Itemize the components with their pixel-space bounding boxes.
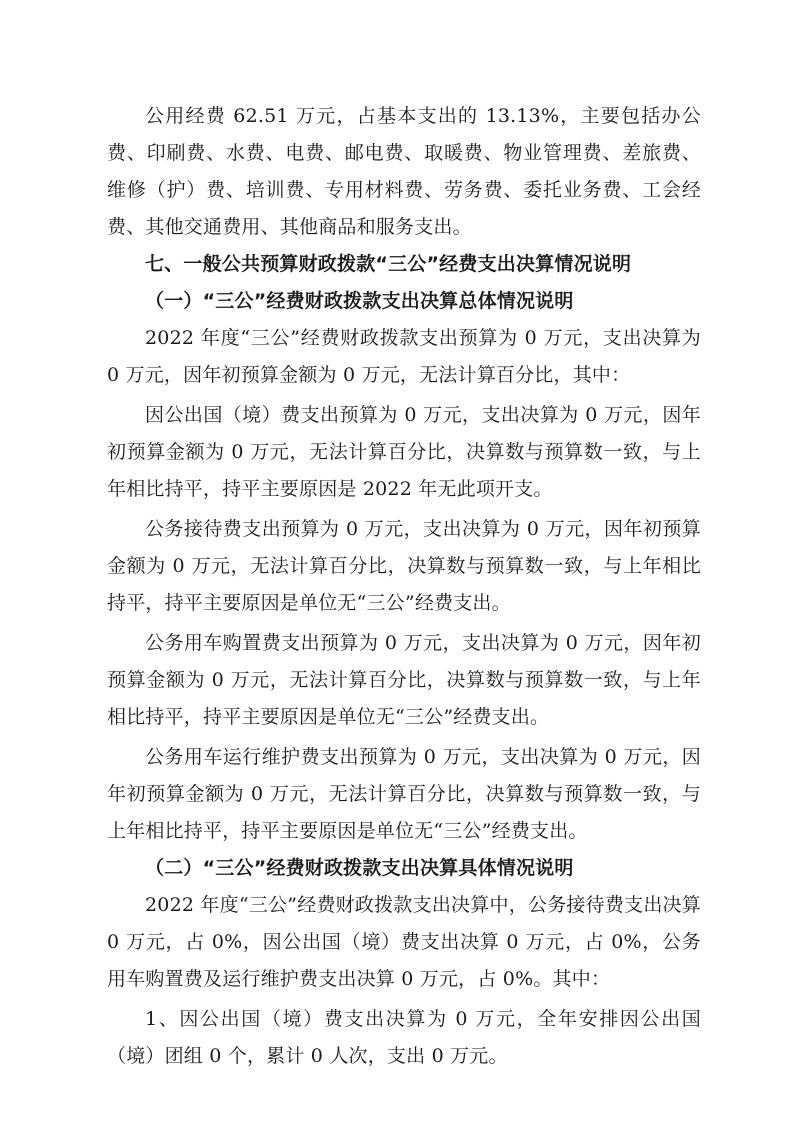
paragraph-item-1-overseas: 1、因公出国（境）费支出决算为 0 万元，全年安排因公出国（境）团组 0 个，累计 0 人次，支出 0 万元。 bbox=[107, 1008, 701, 1067]
section-heading-three-public: 七、一般公共预算财政拨款“三公”经费支出决算情况说明 bbox=[145, 253, 632, 275]
subheading-overall: （一）“三公”经费财政拨款支出决算总体情况说明 bbox=[145, 290, 574, 312]
paragraph-2022-overview: 2022 年度“三公”经费财政拨款支出预算为 0 万元，支出决算为 0 万元，因年初预算金额为 0 万元，无法计算百分比，其中： bbox=[107, 327, 701, 386]
paragraph-overseas-travel: 因公出国（境）费支出预算为 0 万元，支出决算为 0 万元，因年初预算金额为 0 万元，无法计算百分比，决算数与预算数一致，与上年相比持平，持平主要原因是 2022 年无此项开支。 bbox=[107, 404, 701, 500]
paragraph-vehicle-maintenance: 公务用车运行维护费支出预算为 0 万元，支出决算为 0 万元，因年初预算金额为 0 万元，无法计算百分比，决算数与预算数一致，与上年相比持平，持平主要原因是单位无“三公”经费支出。 bbox=[107, 746, 701, 842]
subheading-specific: （二）“三公”经费财政拨款支出决算具体情况说明 bbox=[145, 857, 574, 879]
document-body bbox=[107, 98, 701, 1075]
paragraph-2022-breakdown: 2022 年度“三公”经费财政拨款支出决算中，公务接待费支出决算 0 万元，占 0%，因公出国（境）费支出决算 0 万元，占 0%，公务用车购置费及运行维护费支出决算 0 万元，占 0%。其中： bbox=[107, 894, 701, 990]
paragraph-official-reception: 公务接待费支出预算为 0 万元，支出决算为 0 万元，因年初预算金额为 0 万元，无法计算百分比，决算数与预算数一致，与上年相比持平，持平主要原因是单位无“三公”经费支出。 bbox=[107, 518, 701, 614]
paragraph-public-expenses: 公用经费 62.51 万元，占基本支出的 13.13%，主要包括办公费、印刷费、水费、电费、邮电费、取暖费、物业管理费、差旅费、维修（护）费、培训费、专用材料费、劳务费、委托业务费、工会经费、其他交通费用、其他商品和服务支出。 bbox=[107, 105, 701, 238]
paragraph-vehicle-purchase: 公务用车购置费支出预算为 0 万元，支出决算为 0 万元，因年初预算金额为 0 万元，无法计算百分比，决算数与预算数一致，与上年相比持平，持平主要原因是单位无“三公”经费支出。 bbox=[107, 632, 701, 728]
